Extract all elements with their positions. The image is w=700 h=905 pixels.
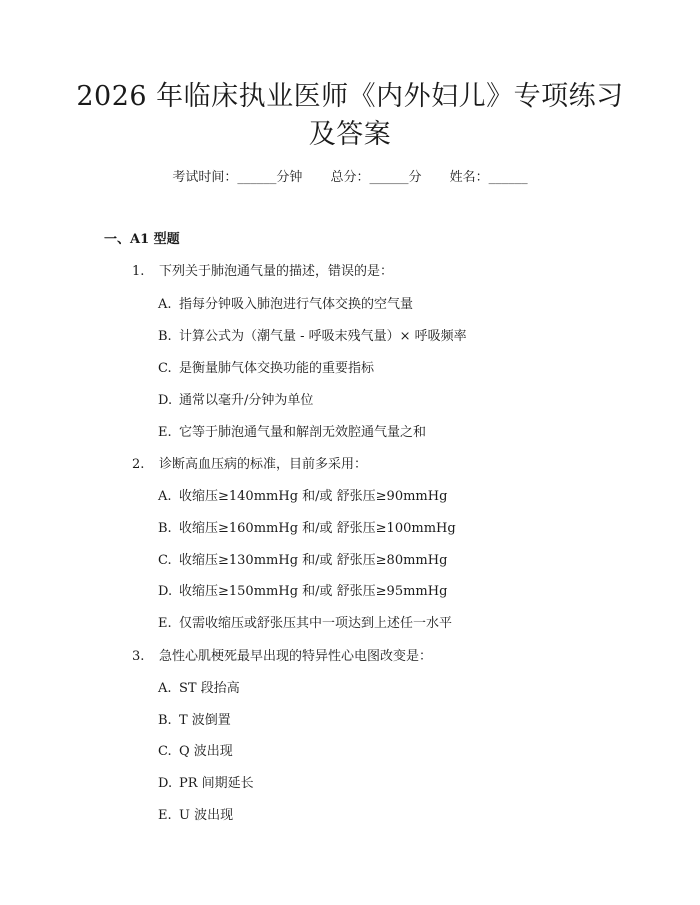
option-text: 计算公式为（潮气量 - 呼吸末残气量）× 呼吸频率 [179, 329, 467, 344]
option-2a [158, 487, 447, 507]
option-letter: D. [158, 393, 173, 408]
exam-meta [0, 168, 700, 188]
option-letter: C. [158, 361, 172, 376]
question-number: 1. [132, 264, 145, 279]
exam-time-label: 考试时间：______分钟 [172, 170, 303, 185]
document-title [60, 78, 640, 154]
section-heading: 一、A1 型题 [104, 232, 180, 247]
option-3d [158, 774, 254, 794]
question-text: 下列关于肺泡通气量的描述，错误的是： [159, 264, 394, 279]
question-number: 3. [132, 649, 145, 664]
option-letter: A. [158, 297, 172, 312]
option-letter: D. [158, 776, 173, 791]
option-letter: A. [158, 489, 172, 504]
option-text: 仅需收缩压或舒张压其中一项达到上述任一水平 [179, 616, 453, 631]
title-line-1: 2026 年临床执业医师《内外妇儿》专项练习 [76, 81, 624, 112]
option-letter: B. [158, 713, 172, 728]
option-text: T 波倒置 [179, 713, 231, 728]
option-2c [158, 551, 447, 571]
question-text: 诊断高血压病的标准，目前多采用： [159, 457, 368, 472]
question-text: 急性心肌梗死最早出现的特异性心电图改变是： [159, 649, 433, 664]
option-letter: E. [158, 425, 172, 440]
option-text: 通常以毫升/分钟为单位 [179, 393, 314, 408]
option-1e [158, 423, 426, 443]
option-2b [158, 519, 456, 539]
option-letter: C. [158, 553, 172, 568]
option-text: 收缩压≥150mmHg 和/或 舒张压≥95mmHg [179, 584, 448, 599]
option-text: PR 间期延长 [179, 776, 254, 791]
option-letter: C. [158, 744, 172, 759]
option-1a [158, 295, 413, 315]
option-2d [158, 582, 447, 602]
question-2 [132, 455, 367, 475]
option-1b [158, 327, 467, 347]
title-line-2: 及答案 [308, 119, 392, 150]
option-text: Q 波出现 [179, 744, 233, 759]
option-letter: E. [158, 616, 172, 631]
option-3b [158, 711, 231, 731]
question-3 [132, 647, 432, 667]
option-letter: B. [158, 521, 172, 536]
name-label: 姓名：______ [449, 170, 528, 185]
option-text: 收缩压≥140mmHg 和/或 舒张压≥90mmHg [179, 489, 448, 504]
option-letter: E. [158, 808, 172, 823]
option-text: 它等于肺泡通气量和解剖无效腔通气量之和 [179, 425, 427, 440]
option-text: 收缩压≥130mmHg 和/或 舒张压≥80mmHg [179, 553, 448, 568]
option-1d [158, 391, 313, 411]
option-3a [158, 679, 240, 699]
option-2e [158, 614, 452, 634]
option-text: 收缩压≥160mmHg 和/或 舒张压≥100mmHg [179, 521, 456, 536]
option-text: U 波出现 [179, 808, 234, 823]
option-letter: B. [158, 329, 172, 344]
option-letter: D. [158, 584, 173, 599]
question-number: 2. [132, 457, 145, 472]
option-1c [158, 359, 374, 379]
option-letter: A. [158, 681, 172, 696]
option-3e [158, 806, 233, 826]
option-3c [158, 742, 233, 762]
question-1 [132, 262, 393, 282]
option-text: 是衡量肺气体交换功能的重要指标 [179, 361, 375, 376]
option-text: 指每分钟吸入肺泡进行气体交换的空气量 [179, 297, 414, 312]
total-score-label: 总分：______分 [330, 170, 422, 185]
option-text: ST 段抬高 [179, 681, 240, 696]
